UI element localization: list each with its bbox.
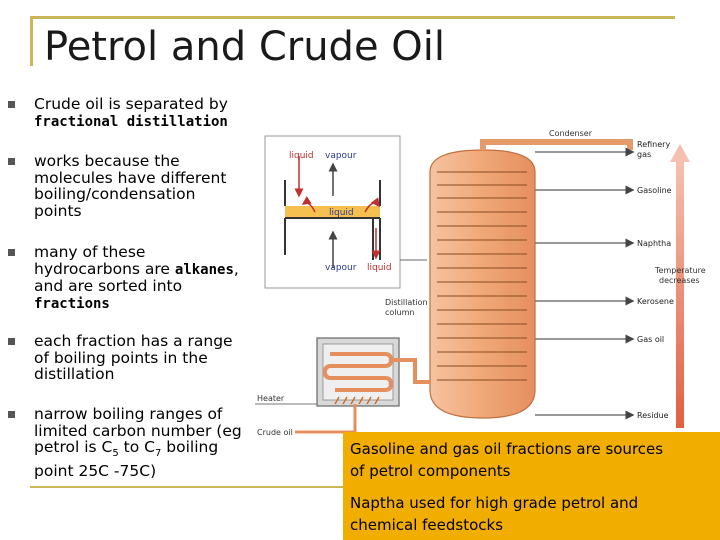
bullet-4-line-3: distillation [34, 365, 115, 383]
inset-detail [265, 136, 400, 288]
heater [255, 338, 430, 437]
fraction-label-residue: Residue [637, 411, 669, 420]
bullet-5-line-3b: to C [118, 438, 155, 456]
bullet-5-line-3a: petrol is C [34, 438, 113, 456]
info-line-4: chemical feedstocks [350, 516, 504, 534]
fraction-pipes [535, 152, 633, 415]
bullet-marker [8, 158, 15, 165]
crude-oil-inlet-pipe [295, 404, 355, 432]
column-label-2: column [385, 308, 415, 317]
bullet-5-sub-2: 7 [154, 448, 162, 460]
fraction-label-refinery-gas-1: Refinery [637, 140, 671, 149]
bullet-2-line-1: works because the [34, 152, 180, 170]
bullet-3-bold-alkanes: alkanes [174, 261, 234, 278]
bullet-4-line-2: of boiling points in the [34, 348, 208, 367]
bullet-5-line-2: limited carbon number (eg [34, 421, 242, 440]
bullet-3-bold-fractions: fractions [34, 295, 110, 312]
bullet-5-line-3c: boiling [161, 438, 219, 456]
bullet-2-line-2: molecules have different [34, 168, 227, 187]
temperature-label-2: decreases [659, 276, 700, 285]
bullet-3 [34, 244, 239, 312]
bullet-5-sub-1: 5 [112, 448, 119, 460]
inset-label-liquid-mid: liquid [329, 208, 354, 218]
info-line-1: Gasoline and gas oil fractions are sources [350, 440, 664, 458]
condenser-pipe [483, 142, 630, 150]
temperature-arrow-head [670, 144, 690, 162]
bullet-1 [34, 96, 228, 130]
fraction-label-refinery-gas-2: gas [637, 150, 652, 159]
bullet-3-line-1: many of these [34, 243, 146, 261]
condenser [483, 129, 630, 150]
page-title: Petrol and Crude Oil [44, 24, 445, 70]
bullet-3-line-2a: hydrocarbons are [34, 259, 175, 278]
column-label-1: Distillation [385, 298, 428, 307]
info-text-1 [350, 438, 663, 482]
fraction-label-gas-oil: Gas oil [637, 335, 665, 344]
bullet-3-line-2b: , [233, 259, 239, 278]
bullet-4 [34, 333, 233, 383]
condenser-label: Condenser [549, 129, 592, 138]
column-body [430, 150, 535, 418]
bullet-1-bold: fractional distillation [34, 113, 228, 130]
heater-label: Heater [257, 394, 285, 403]
info-line-2: of petrol components [350, 462, 511, 480]
bullet-4-line-1: each fraction has a range [34, 332, 233, 350]
inset-label-liquid: liquid [289, 151, 314, 161]
bullet-2-line-3: boiling/condensation [34, 185, 196, 203]
bullet-2 [34, 153, 226, 219]
bullet-3-line-3: and are sorted into [34, 277, 183, 295]
crude-oil-label: Crude oil [257, 428, 293, 437]
bottom-rule [30, 486, 343, 488]
fraction-label-kerosene: Kerosene [637, 297, 674, 306]
bullet-marker [8, 249, 15, 256]
inset-label-vapour-bottom: vapour [325, 263, 357, 273]
info-text-2 [350, 492, 638, 536]
bullet-5-line-1: narrow boiling ranges of [34, 405, 223, 423]
bullet-1-line-1: Crude oil is separated by [34, 95, 228, 113]
distillation-diagram [255, 120, 720, 450]
fraction-label-naphtha: Naphtha [637, 239, 672, 248]
bullet-5 [34, 406, 242, 479]
bullet-marker [8, 411, 15, 418]
temperature-arrow-shaft [676, 160, 684, 428]
inset-label-vapour: vapour [325, 151, 357, 161]
bullet-5-line-4: point 25C -75C) [34, 461, 157, 480]
title-rule-left [30, 16, 33, 66]
title-rule-top [30, 16, 675, 19]
bullet-marker [8, 338, 15, 345]
distillation-column [430, 150, 535, 418]
info-line-3: Naptha used for high grade petrol and [350, 494, 639, 512]
bullet-2-line-4: points [34, 201, 82, 220]
inset-label-liquid-bottom: liquid [367, 263, 392, 273]
fraction-label-gasoline: Gasoline [637, 186, 672, 195]
temperature-label-1: Temperature [655, 266, 706, 275]
bullet-marker [8, 101, 15, 108]
